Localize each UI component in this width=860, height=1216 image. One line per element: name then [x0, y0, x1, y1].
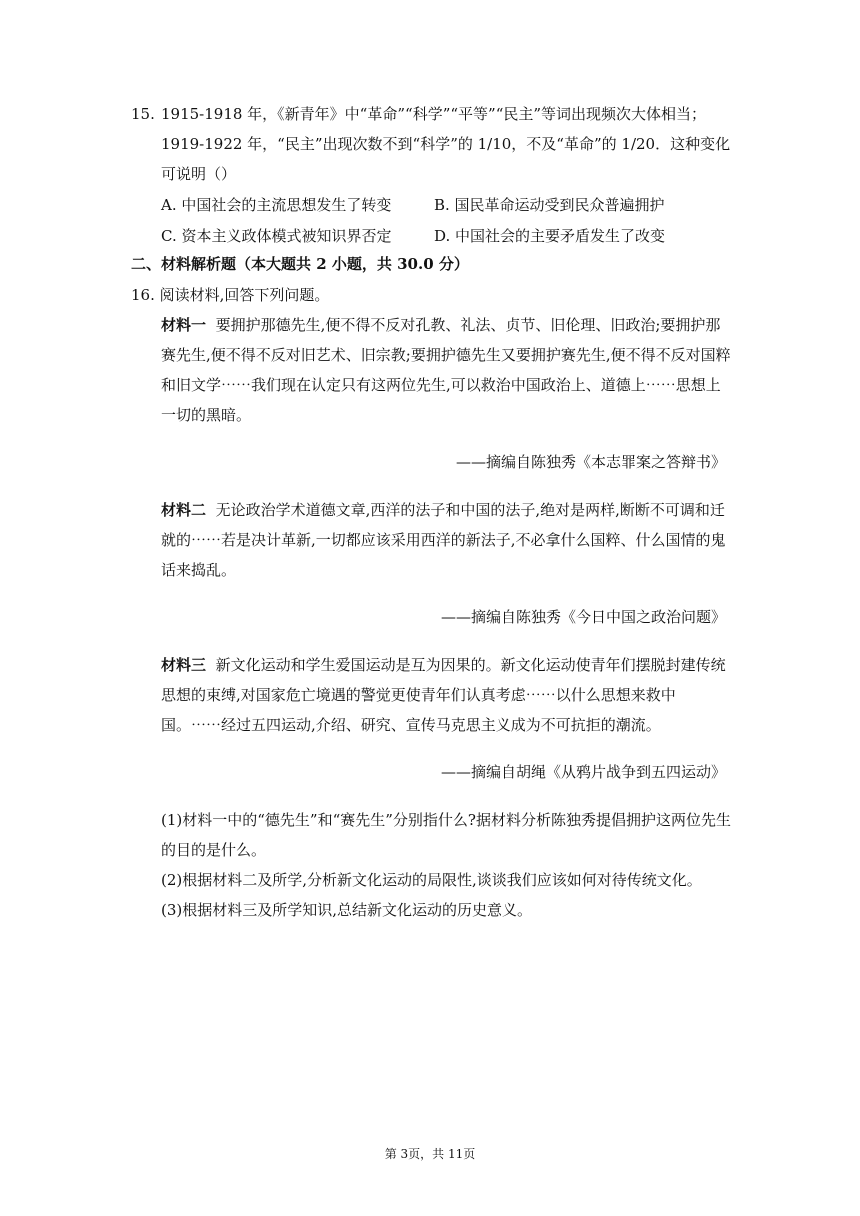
material-text: 无论政治学术道德文章,西洋的法子和中国的法子,绝对是两样,断断不可调和迁就的⋯⋯若是决计革新,一切都应该采用西洋的新法子,不必拿什么国粹、什么国情的鬼话来捣乱。	[161, 501, 726, 579]
question-15	[131, 99, 736, 252]
answer-options	[161, 190, 736, 252]
material-three	[161, 650, 733, 740]
material-label: 材料三	[161, 656, 207, 674]
material-label: 材料一	[161, 316, 207, 334]
section-heading: 二、材料解析题（本大题共 2 小题，共 30.0 分）	[131, 255, 469, 273]
material-source: ——摘编自陈独秀《今日中国之政治问题》	[440, 608, 726, 626]
question-16	[131, 280, 736, 925]
option-a: A. 中国社会的主流思想发生了转变	[161, 196, 392, 214]
material-source: ——摘编自陈独秀《本志罪案之答辩书》	[455, 453, 726, 471]
option-b: B. 国民革命运动受到民众普遍拥护	[434, 196, 665, 214]
option-d: D. 中国社会的主要矛盾发生了改变	[434, 227, 666, 245]
page-footer: 第 3页，共 11页	[384, 1147, 476, 1161]
material-text: 新文化运动和学生爱国运动是互为因果的。新文化运动使青年们摆脱封建传统思想的束缚,对国家危亡境遇的警觉更使青年们认真考虑⋯⋯以什么思想来救中国。⋯⋯经过五四运动,介绍、研究、宣传马克思主义成为不可抗拒的潮流。	[161, 656, 726, 734]
material-source: ——摘编自胡绳《从鸦片战争到五四运动》	[440, 763, 726, 781]
material-label: 材料二	[161, 501, 207, 519]
sub-questions	[161, 805, 736, 925]
sub-question-2: (2)根据材料二及所学,分析新文化运动的局限性,谈谈我们应该如何对待传统文化。	[161, 871, 702, 889]
material-text: 要拥护那德先生,便不得不反对孔教、礼法、贞节、旧伦理、旧政治;要拥护那赛先生,便不得不反对旧艺术、旧宗教;要拥护德先生又要拥护赛先生,便不得不反对国粹和旧文学⋯⋯我们现在认定只有这两位先生,可以救治中国政治上、道德上⋯⋯思想上一切的黑暗。	[161, 316, 731, 424]
option-c: C. 资本主义政体模式被知识界否定	[161, 227, 392, 245]
sub-question-1: (1)材料一中的“德先生”和“赛先生”分别指什么?据材料分析陈独秀提倡拥护这两位先生的目的是什么。	[161, 811, 731, 859]
question-stem: 1915-1918 年，《新青年》中“革命”“科学”“平等”“民主”等词出现频次大体相当；1919-1922 年，“民主”出现次数不到“科学”的 1/10，不及“革命”的 1/20．这种变化可说明（）	[161, 105, 731, 183]
question-number: 15.	[131, 105, 155, 123]
material-one	[161, 310, 733, 430]
question-intro: 16. 阅读材料,回答下列问题。	[131, 286, 330, 304]
material-two	[161, 495, 733, 585]
sub-question-3: (3)根据材料三及所学知识,总结新文化运动的历史意义。	[161, 901, 533, 919]
